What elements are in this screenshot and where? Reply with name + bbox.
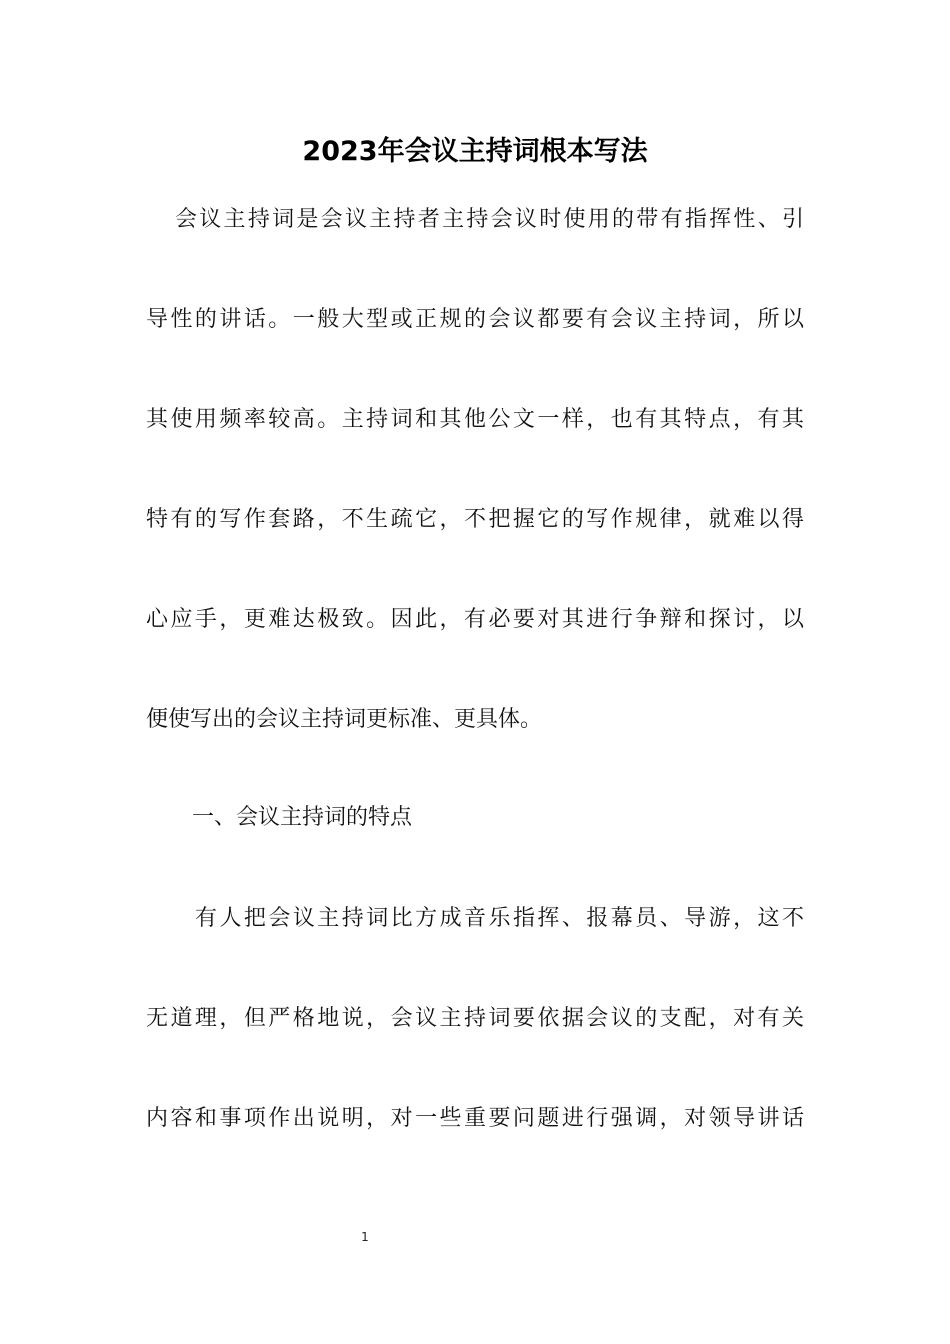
document-title: 2023年会议主持词根本写法 [302,136,648,167]
paragraph-line-1: 会议主持词是会议主持者主持会议时使用的带有指挥性、引 [175,207,804,232]
paragraph-line-6: 便使写出的会议主持词更标准、更具体。 [146,707,543,732]
paragraph-line-8: 无道理，但严格地说，会议主持词要依据会议的支配，对有关 [146,1006,804,1031]
paragraph-line-5: 心应手，更难达极致。因此，有必要对其进行争辩和探讨，以 [146,607,804,632]
paragraph-line-7: 有人把会议主持词比方成音乐指挥、报幕员、导游，这不 [195,906,804,931]
paragraph-line-3: 其使用频率较高。主持词和其他公文一样，也有其特点，有其 [146,407,804,432]
paragraph-line-9: 内容和事项作出说明，对一些重要问题进行强调，对领导讲话 [146,1106,804,1131]
section-heading: 一、会议主持词的特点 [192,805,413,830]
paragraph-line-2: 导性的讲话。一般大型或正规的会议都要有会议主持词，所以 [146,307,804,332]
paragraph-line-4: 特有的写作套路，不生疏它，不把握它的写作规律，就难以得 [146,507,804,532]
page-number: 1 [361,1230,369,1244]
